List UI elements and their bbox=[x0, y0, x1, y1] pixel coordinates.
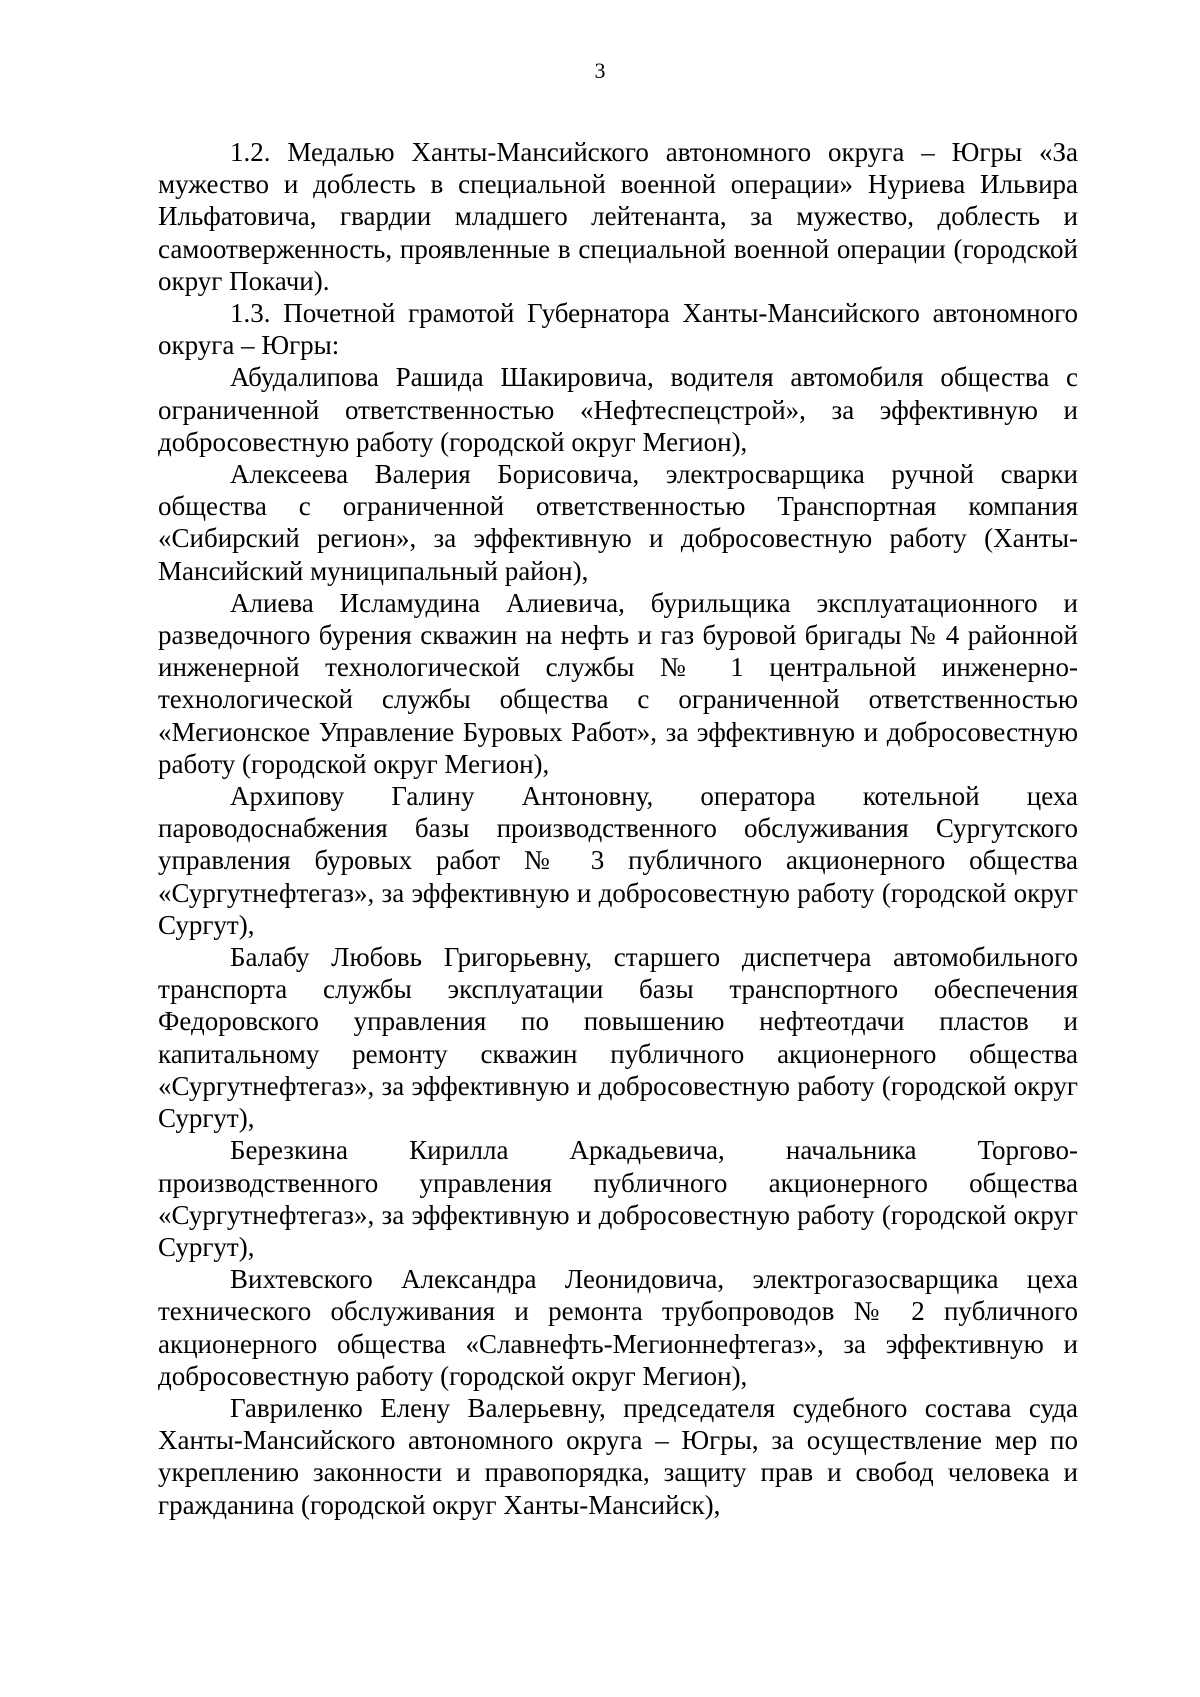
paragraph-gramota-heading: 1.3. Почетной грамотой Губернатора Ханты-Мансийского автономного округа – Югры: bbox=[158, 298, 1078, 361]
paragraph-gavrilenko: Гавриленко Елену Валерьевну, председателя судебного состава суда Ханты-Мансийского автономного округа – Югры, за осуществление мер по укреплению законности и правопорядка, защиту прав и свобод человека и гражданина (городской округ Ханты-Мансийск), bbox=[158, 1392, 1078, 1520]
paragraph-aliev: Алиева Исламудина Алиевича, бурильщика эксплуатационного и разведочного бурения скважин на нефть и газ буровой бригады № 4 районной инженерной технологической службы № 1 центральной инженерно-технологической службы общества с ограниченной ответственностью «Мегионское Управление Буровых Работ», за эффективную и добросовестную работу (городской округ Мегион), bbox=[158, 587, 1078, 779]
paragraph-balaba: Балабу Любовь Григорьевну, старшего диспетчера автомобильного транспорта службы эксплуатации базы транспортного обеспечения Федоровского управления по повышению нефтеотдачи пластов и капитальному ремонту скважин публичного акционерного общества «Сургутнефтегаз», за эффективную и добросовестную работу (городской округ Сургут), bbox=[158, 942, 1078, 1134]
paragraph-alekseev: Алексеева Валерия Борисовича, электросварщика ручной сварки общества с ограниченной ответственностью Транспортная компания «Сибирский регион», за эффективную и добросовестную работу (Ханты-Мансийский муниципальный район), bbox=[158, 459, 1078, 586]
paragraph-berezkin: Березкина Кирилла Аркадьевича, начальника Торгово-производственного управления публичного акционерного общества «Сургутнефтегаз», за эффективную и добросовестную работу (городской округ Сургут), bbox=[158, 1135, 1078, 1262]
document-body bbox=[158, 136, 1078, 1521]
paragraph-abudalipov: Абудалипова Рашида Шакировича, водителя автомобиля общества с ограниченной ответственностью «Нефтеспецстрой», за эффективную и добросовестную работу (городской округ Мегион), bbox=[158, 362, 1078, 457]
paragraph-medal-nuriev: 1.2. Медалью Ханты-Мансийского автономного округа – Югры «За мужество и доблесть в специальной военной операции» Нуриева Ильвира Ильфатовича, гвардии младшего лейтенанта, за мужество, доблесть и самоотверженность, проявленные в специальной военной операции (городской округ Покачи). bbox=[158, 137, 1078, 296]
paragraph-arkhipova: Архипову Галину Антоновну, оператора котельной цеха пароводоснабжения базы производственного обслуживания Сургутского управления буровых работ № 3 публичного акционерного общества «Сургутнефтегаз», за эффективную и добросовестную работу (городской округ Сургут), bbox=[158, 781, 1078, 940]
page-number: 3 bbox=[594, 58, 606, 83]
paragraph-vikhtevsky: Вихтевского Александра Леонидовича, электрогазосварщика цеха технического обслуживания и ремонта трубопроводов № 2 публичного акционерного общества «Славнефть-Мегионнефтегаз», за эффективную и добросовестную работу (городской округ Мегион), bbox=[158, 1264, 1078, 1391]
